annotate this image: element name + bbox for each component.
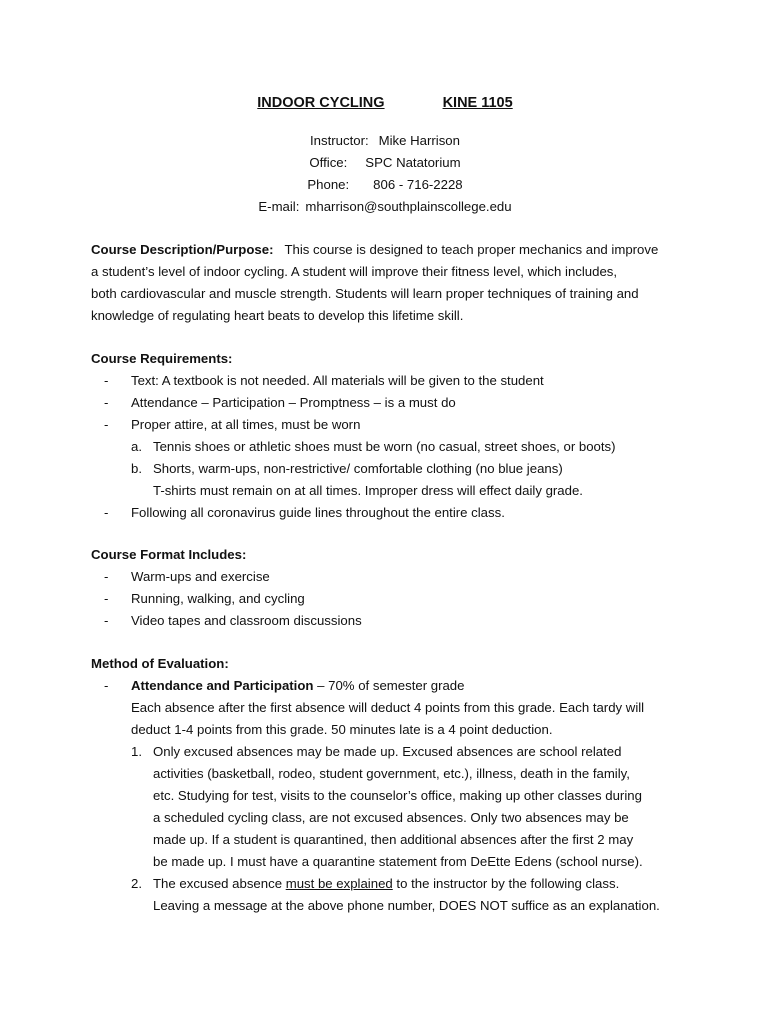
requirement-item-4: Following all coronavirus guide lines throughout the entire class. [131,505,505,520]
numbered-item-1-line-3: etc. Studying for test, visits to the counselor’s office, making up other classes during [153,788,642,803]
email-line [0,199,770,214]
requirements-heading: Course Requirements: [91,351,233,366]
requirement-item-2: Attendance – Participation – Promptness – is a must do [131,395,456,410]
requirement-sub-a: Tennis shoes or athletic shoes must be worn (no casual, street shoes, or boots) [153,439,616,454]
numbered-item-1-line-5: made up. If a student is quarantined, then additional absences after the first 2 may [153,832,634,847]
sub-item-marker-b: b. [131,461,142,476]
attendance-weight: – 70% of semester grade [313,678,465,693]
description-line-1 [91,242,691,257]
description-line-3: both cardiovascular and muscle strength. Students will learn proper techniques of training and [91,286,639,301]
instructor-value: Mike Harrison [378,133,460,148]
evaluation-para-line-2: deduct 1-4 points from this grade. 50 minutes late is a 4 point deduction. [131,722,553,737]
numbered-marker-1: 1. [131,744,142,759]
requirement-sub-b-cont: T-shirts must remain on at all times. Improper dress will effect daily grade. [153,483,583,498]
numbered-marker-2: 2. [131,876,142,891]
bullet-dash: - [104,417,109,432]
description-heading: Course Description/Purpose: [91,242,274,257]
instructor-line [0,133,770,148]
format-heading: Course Format Includes: [91,547,247,562]
bullet-dash: - [104,613,109,628]
office-value: SPC Natatorium [365,155,461,170]
numbered-item-1-line-2: activities (basketball, rodeo, student government, etc.), illness, death in the family, [153,766,630,781]
course-title [0,95,770,111]
sub-item-marker-a: a. [131,439,142,454]
office-line [0,155,770,170]
description-text-1: This course is designed to teach proper mechanics and improve [284,242,659,257]
phone-label: Phone: [307,177,350,192]
requirement-sub-b: Shorts, warm-ups, non-restrictive/ comfortable clothing (no blue jeans) [153,461,563,476]
phone-line [0,177,770,192]
bullet-dash: - [104,505,109,520]
email-label: E-mail: [258,199,300,214]
description-line-4: knowledge of regulating heart beats to develop this lifetime skill. [91,308,464,323]
course-code: KINE 1105 [442,95,513,111]
bullet-dash: - [104,569,109,584]
evaluation-item-1 [131,678,464,693]
attendance-participation-label: Attendance and Participation [131,678,314,693]
numbered-item-2-line-2: Leaving a message at the above phone number, DOES NOT suffice as an explanation. [153,898,660,913]
bullet-dash: - [104,395,109,410]
email-value[interactable]: mharrison@southplainscollege.edu [305,199,512,214]
phone-value: 806 - 716-2228 [373,177,463,192]
format-item-2: Running, walking, and cycling [131,591,305,606]
numbered-item-1-line-6: be made up. I must have a quarantine statement from DeEtte Edens (school nurse). [153,854,643,869]
format-item-3: Video tapes and classroom discussions [131,613,362,628]
requirement-item-3: Proper attire, at all times, must be worn [131,417,361,432]
instructor-label: Instructor: [310,133,369,148]
evaluation-heading: Method of Evaluation: [91,656,229,671]
numbered-item-1-line-1: Only excused absences may be made up. Excused absences are school related [153,744,622,759]
course-name: INDOOR CYCLING [257,95,385,111]
n2-text-b: to the instructor by the following class. [392,876,620,891]
bullet-dash: - [104,591,109,606]
format-item-1: Warm-ups and exercise [131,569,270,584]
evaluation-para-line-1: Each absence after the first absence will deduct 4 points from this grade. Each tardy will [131,700,645,715]
bullet-dash: - [104,373,109,388]
bullet-dash: - [104,678,109,693]
requirement-item-1: Text: A textbook is not needed. All materials will be given to the student [131,373,544,388]
numbered-item-2-line-1 [153,876,619,891]
description-line-2: a student’s level of indoor cycling. A student will improve their fitness level, which includes, [91,264,618,279]
n2-underlined-text: must be explained [285,876,393,891]
numbered-item-1-line-4: a scheduled cycling class, are not excused absences. Only two absences may be [153,810,629,825]
office-label: Office: [309,155,348,170]
n2-text-a: The excused absence [153,876,286,891]
